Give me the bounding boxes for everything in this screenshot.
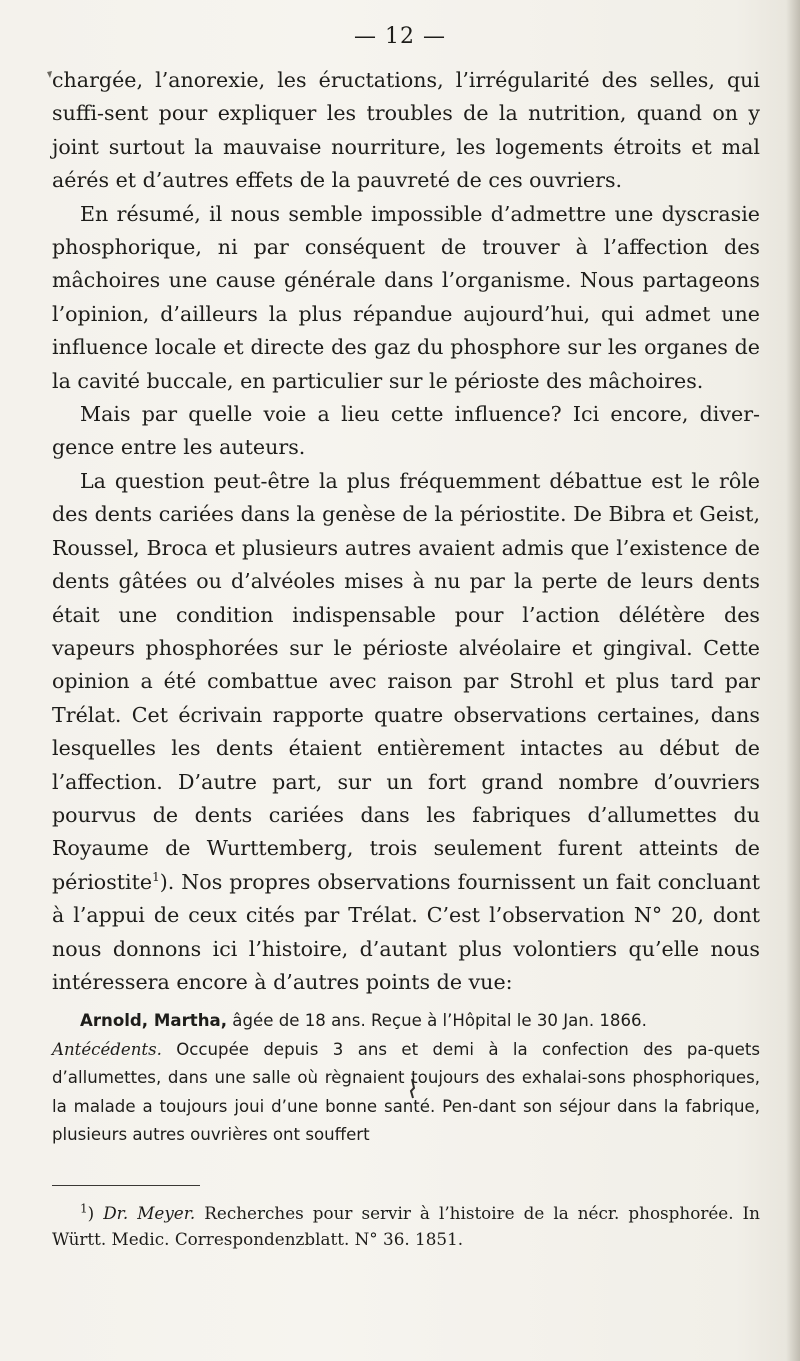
paragraph-debate-text-end: ). Nos propres observations fournissent un fait concluant à l’appui de ceux cités par Trélat. C’est l’observation N° 20, dont nous donnons ici l’histoire, d’autant plus volontiers qu’elle nous intéressera encore à d’autres points de vue: bbox=[52, 869, 760, 994]
case-history bbox=[52, 1036, 760, 1150]
case-report bbox=[52, 1007, 760, 1149]
patient-name: Arnold, Martha, bbox=[80, 1011, 228, 1031]
printing-speck-icon bbox=[46, 70, 54, 80]
main-text bbox=[52, 64, 760, 1252]
paragraph-continuation: chargée, l’anorexie, les éructations, l’irrégularité des selles, qui suffi-sent pour expliquer les troubles de la nutrition, quand on y joint surtout la mauvaise nourriture, les logements étroits et mal aérés et d’autres effets de la pauvreté de ces ouvriers. bbox=[52, 68, 760, 193]
paragraph-debate-text: La question peut-être la plus fréquemment débattue est le rôle des dents cariées dans la genèse de la périostite. De Bibra et Geist, Roussel, Broca et plusieurs autres avaient admis que l’existence de dents gâtées ou d’alvéoles mises à nu par la perte de leurs dents était une condition indispensable pour l’action délétère des vapeurs phosphorées sur le périoste alvéolaire et gingival. Cette opinion a été combattue avec raison par Strohl et plus tard par Trélat. Cet écrivain rapporte quatre observations certaines, dans lesquelles les dents étaient entièrement intactes au début de l’affection. D’autre part, sur un fort grand nombre d’ouvriers pourvus de dents cariées dans les fabriques d’allumettes du Royaume de Wurttemberg, trois seulement furent atteints de périostite bbox=[52, 468, 760, 894]
footnote-mark: 1 bbox=[80, 1201, 88, 1216]
case-label: Antécédents. bbox=[52, 1039, 162, 1059]
paragraph-resume: En résumé, il nous semble impossible d’admettre une dyscrasie phosphorique, ni par conséquent de trouver à l’affection des mâchoires une cause générale dans l’organisme. Nous partageons l’opinion, d’ailleurs la plus répandue aujourd’hui, qui admet une influence locale et directe des gaz du phosphore sur les organes de la cavité buccale, en particulier sur le périoste des mâchoires. bbox=[52, 201, 760, 393]
paragraph-question: Mais par quelle voie a lieu cette influence? Ici encore, diver-gence entre les auteurs. bbox=[52, 402, 760, 460]
page-edge-shadow bbox=[786, 0, 800, 1361]
footnote-reference: 1 bbox=[152, 869, 160, 884]
paragraph-debate bbox=[52, 465, 760, 1000]
footnote-text: Recherches pour servir à l’histoire de la nécr. phosphorée. In Württ. Medic. Correspondenzblatt. N° 36. 1851. bbox=[52, 1203, 760, 1250]
case-intro-text: âgée de 18 ans. Reçue à l’Hôpital le 30 Jan. 1866. bbox=[227, 1011, 647, 1031]
case-intro bbox=[52, 1007, 760, 1035]
footnote-author: Dr. Meyer. bbox=[103, 1203, 196, 1224]
footnote bbox=[52, 1200, 760, 1252]
page-number: — 12 — bbox=[354, 24, 446, 49]
case-history-text: Occupée depuis 3 ans et demi à la confection des pa-quets d’allumettes, dans une salle où règnaient toujours des exhalai-sons phosphoriques, la malade a toujours joui d’une bonne santé. Pen-dant son séjour dans la fabrique, plusieurs autres ouvrières ont souffert bbox=[52, 1039, 760, 1144]
footnote-rule bbox=[52, 1185, 200, 1186]
footnote-bracket: ) bbox=[87, 1203, 104, 1224]
ink-mark-icon bbox=[408, 1078, 416, 1100]
